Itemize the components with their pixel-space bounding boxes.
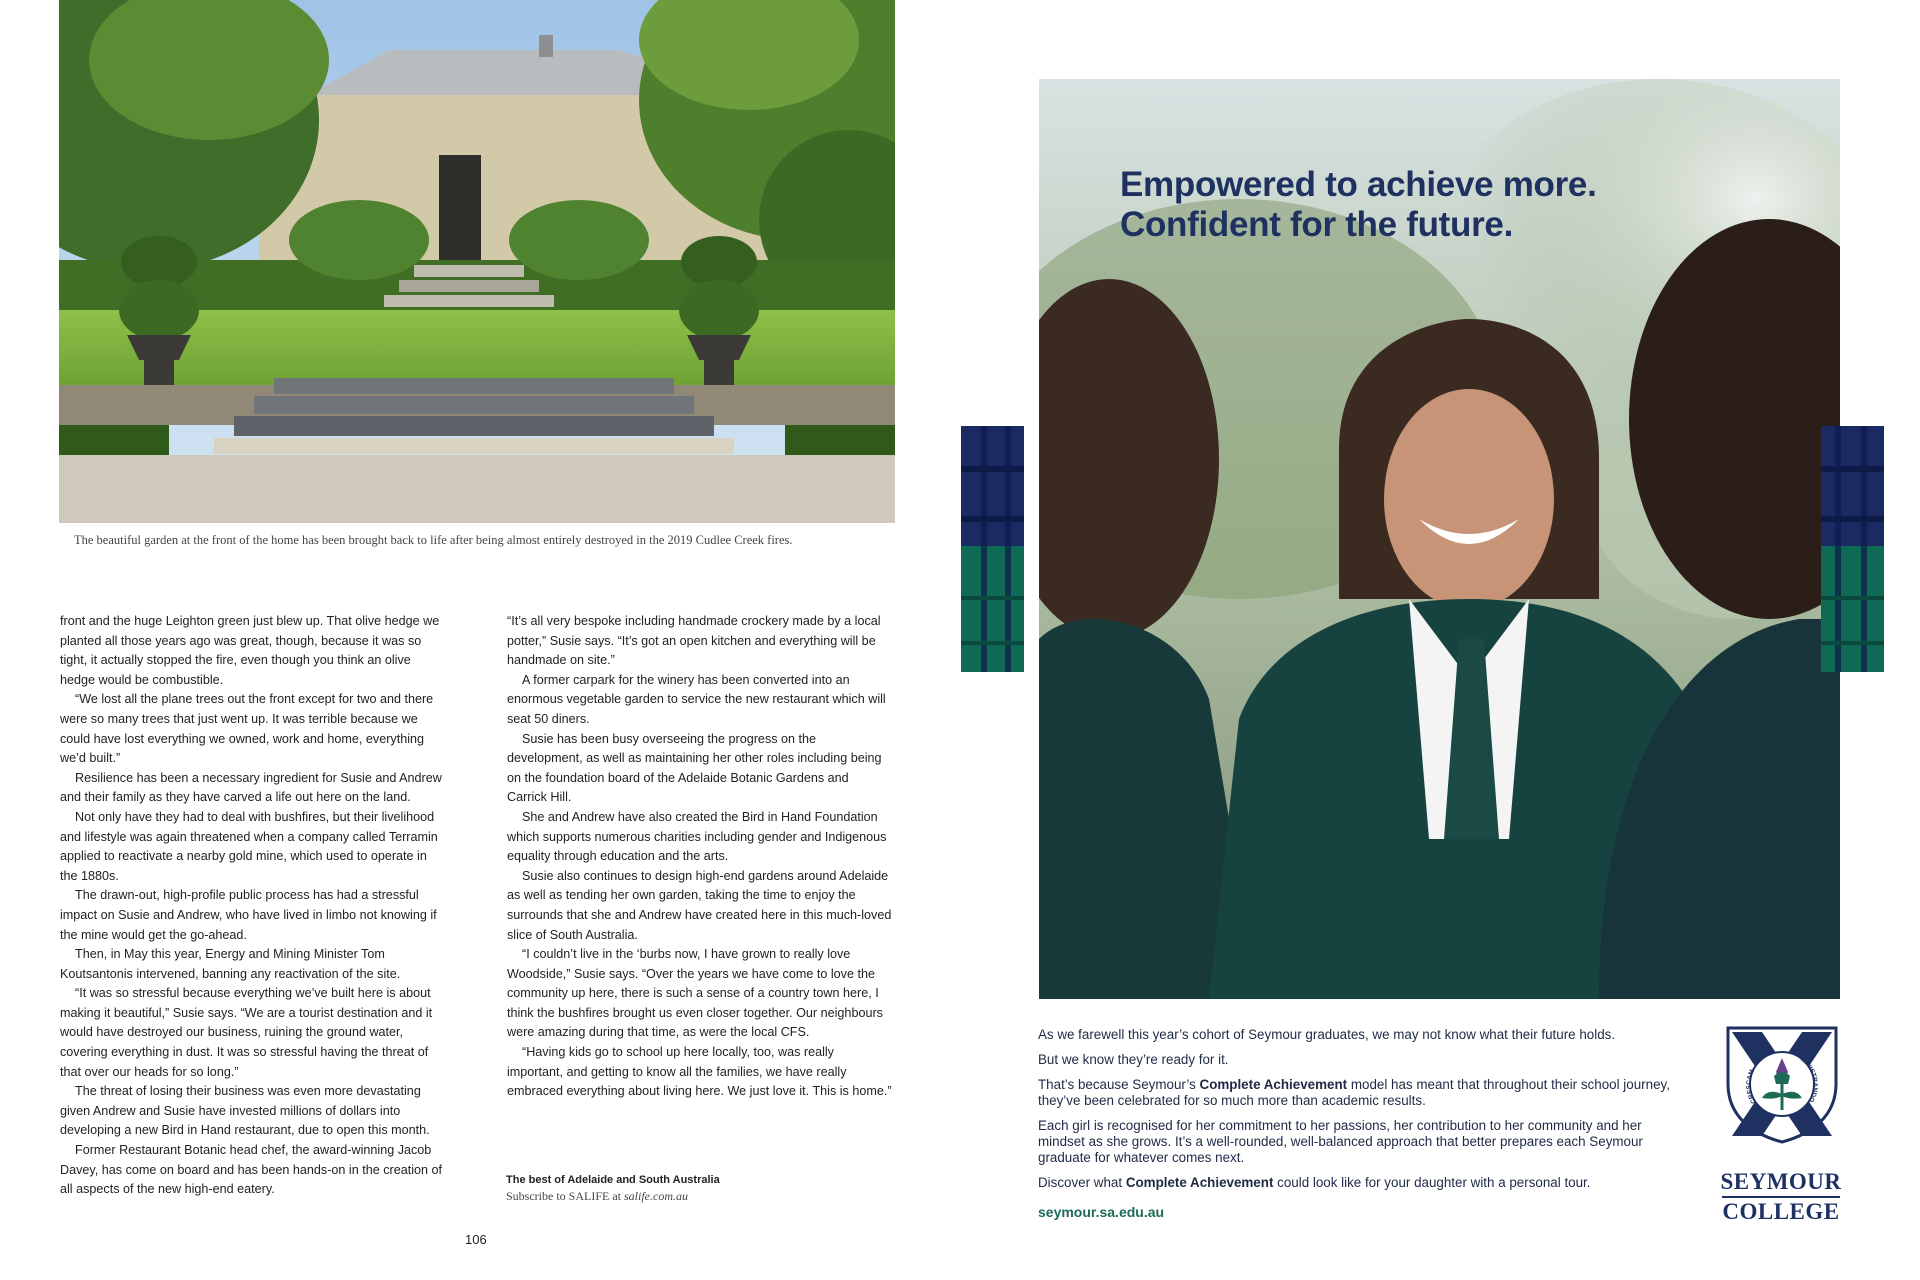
ad-headline-line-1: Empowered to achieve more. (1120, 165, 1597, 204)
paragraph: “We lost all the plane trees out the front except for two and there were so many trees that just went up. It was terrible because we could have lost everything we owned, work and home, everything we’d built.” (60, 692, 434, 766)
article-column-right (507, 612, 892, 1102)
footer-subscribe-prefix: Subscribe to SALIFE at (506, 1189, 624, 1203)
crest-motto-right: MINISTRANDO (1798, 1055, 1819, 1104)
paragraph: A former carpark for the winery has been converted into an enormous vegetable garden to service the new restaurant which will seat 50 diners. (507, 672, 886, 726)
ad-text: could look like for your daughter with a personal tour. (1273, 1175, 1591, 1190)
paragraph: Then, in May this year, Energy and Mining Minister Tom Koutsantonis intervened, banning any reactivation of the site. (60, 947, 401, 981)
page-number: 106 (465, 1232, 487, 1247)
footer-subscribe-link[interactable]: salife.com.au (624, 1189, 688, 1203)
college-crest-icon (1722, 1024, 1842, 1144)
paragraph: She and Andrew have also created the Bird in Hand Foundation which supports numerous charities including gender and Indigenous equality through education and the arts. (507, 809, 887, 864)
footer-subscribe (506, 1188, 720, 1204)
photo-caption: The beautiful garden at the front of the home has been brought back to life after being almost entirely destroyed in the 2019 Cudlee Creek fires. (74, 533, 793, 547)
tartan-panel-right (1821, 426, 1884, 672)
paragraph: Not only have they had to deal with bushfires, but their livelihood and lifestyle was again threatened when a company called Terramin applied to reactivate a nearby gold mine, which used to operate in the 1880s. (60, 809, 438, 883)
school-website-link[interactable]: seymour.sa.edu.au (1038, 1204, 1165, 1220)
ad-emphasis: Complete Achievement (1199, 1077, 1348, 1092)
tartan-panel-left (961, 426, 1024, 672)
ad-paragraph: As we farewell this year’s cohort of Seymour graduates, we may not know what their future holds. (1038, 1027, 1616, 1042)
footer-tagline (506, 1172, 720, 1204)
ad-paragraph (1038, 1077, 1688, 1109)
paragraph: “Having kids go to school up here locally, too, was really important, and getting to know all the families, we have really embraced everything about living here. We just love it. This is home.” (507, 1045, 892, 1099)
ad-paragraph: Each girl is recognised for her commitment to her passions, her contribution to her community and her mindset as she grows. It’s a well-rounded, well-balanced approach that better prepares each Seymour graduate for whatever comes next. (1038, 1118, 1643, 1165)
ad-paragraph: But we know they’re ready for it. (1038, 1052, 1229, 1067)
paragraph: front and the huge Leighton green just blew up. That olive hedge we planted all those years ago was great, though, because it was so tight, it actually stopped the fire, even though you think an olive hedge would be combustible. (60, 614, 440, 687)
paragraph: The drawn-out, high-profile public process has had a stressful impact on Susie and Andrew, who have lived in limbo not knowing if the mine would get the go-ahead. (60, 888, 437, 942)
ad-headline-line-2: Confident for the future. (1120, 205, 1514, 244)
article-column-left (60, 612, 445, 1200)
garden-photo (59, 0, 895, 523)
ad-text: model has meant that throughout their school journey, they’ve been celebrated for so much more than academic results. (1038, 1077, 1670, 1108)
paragraph: Susie has been busy overseeing the progress on the development, as well as maintaining her other roles including being on the foundation board of the Adelaide Botanic Gardens and Carrick Hill. (507, 731, 882, 805)
college-wordmark (1716, 1170, 1846, 1224)
ad-text: Discover what (1038, 1175, 1126, 1190)
ad-body-copy (1038, 1027, 1688, 1200)
ad-paragraph (1038, 1175, 1688, 1191)
crest-motto-left: CRESCAM (1745, 1068, 1758, 1105)
college-name-line-1: SEYMOUR (1720, 1169, 1842, 1194)
ad-headline (1120, 165, 1597, 245)
paragraph: Former Restaurant Botanic head chef, the award-winning Jacob Davey, has come on board and has been hands-on in the creation of all aspects of the new high-end eatery. (60, 1143, 443, 1197)
ad-emphasis: Complete Achievement (1125, 1175, 1274, 1190)
college-name-divider (1722, 1196, 1840, 1198)
ad-text: That’s because Seymour’s (1038, 1077, 1200, 1092)
paragraph: “It’s all very bespoke including handmade crockery made by a local potter,” Susie says. “It’s got an open kitchen and everything will be handmade on site.” (507, 614, 881, 668)
footer-tagline-title: The best of Adelaide and South Australia (506, 1174, 720, 1186)
paragraph: “It was so stressful because everything we’ve built here is about making it beautiful,” Susie says. “We are a tourist destination and it would have destroyed our business, ruining the ground water, covering everything in dust. It was so stressful having the threat of that over our heads for so long.” (60, 986, 433, 1079)
paragraph: The threat of losing their business was even more devastating given Andrew and Susie have invested millions of dollars into developing a new Bird in Hand restaurant, due to open this month. (60, 1084, 430, 1138)
paragraph: Resilience has been a necessary ingredient for Susie and Andrew and their family as they have carved a life out here on the land. (60, 770, 442, 805)
college-name-line-2: COLLEGE (1722, 1199, 1840, 1224)
paragraph: Susie also continues to design high-end gardens around Adelaide as well as tending her own garden, taking the time to enjoy the surrounds that she and Andrew have created here in this much-loved slice of South Australia. (507, 868, 892, 942)
paragraph: “I couldn’t live in the ‘burbs now, I have grown to really love Woodside,” Susie says. “Over the years we have come to love the community up here, there is such a sense of a country town here, I think the bushfires brought us even closer together. Our neighbours were amazing during that time, as were the local CFS. (507, 947, 883, 1040)
